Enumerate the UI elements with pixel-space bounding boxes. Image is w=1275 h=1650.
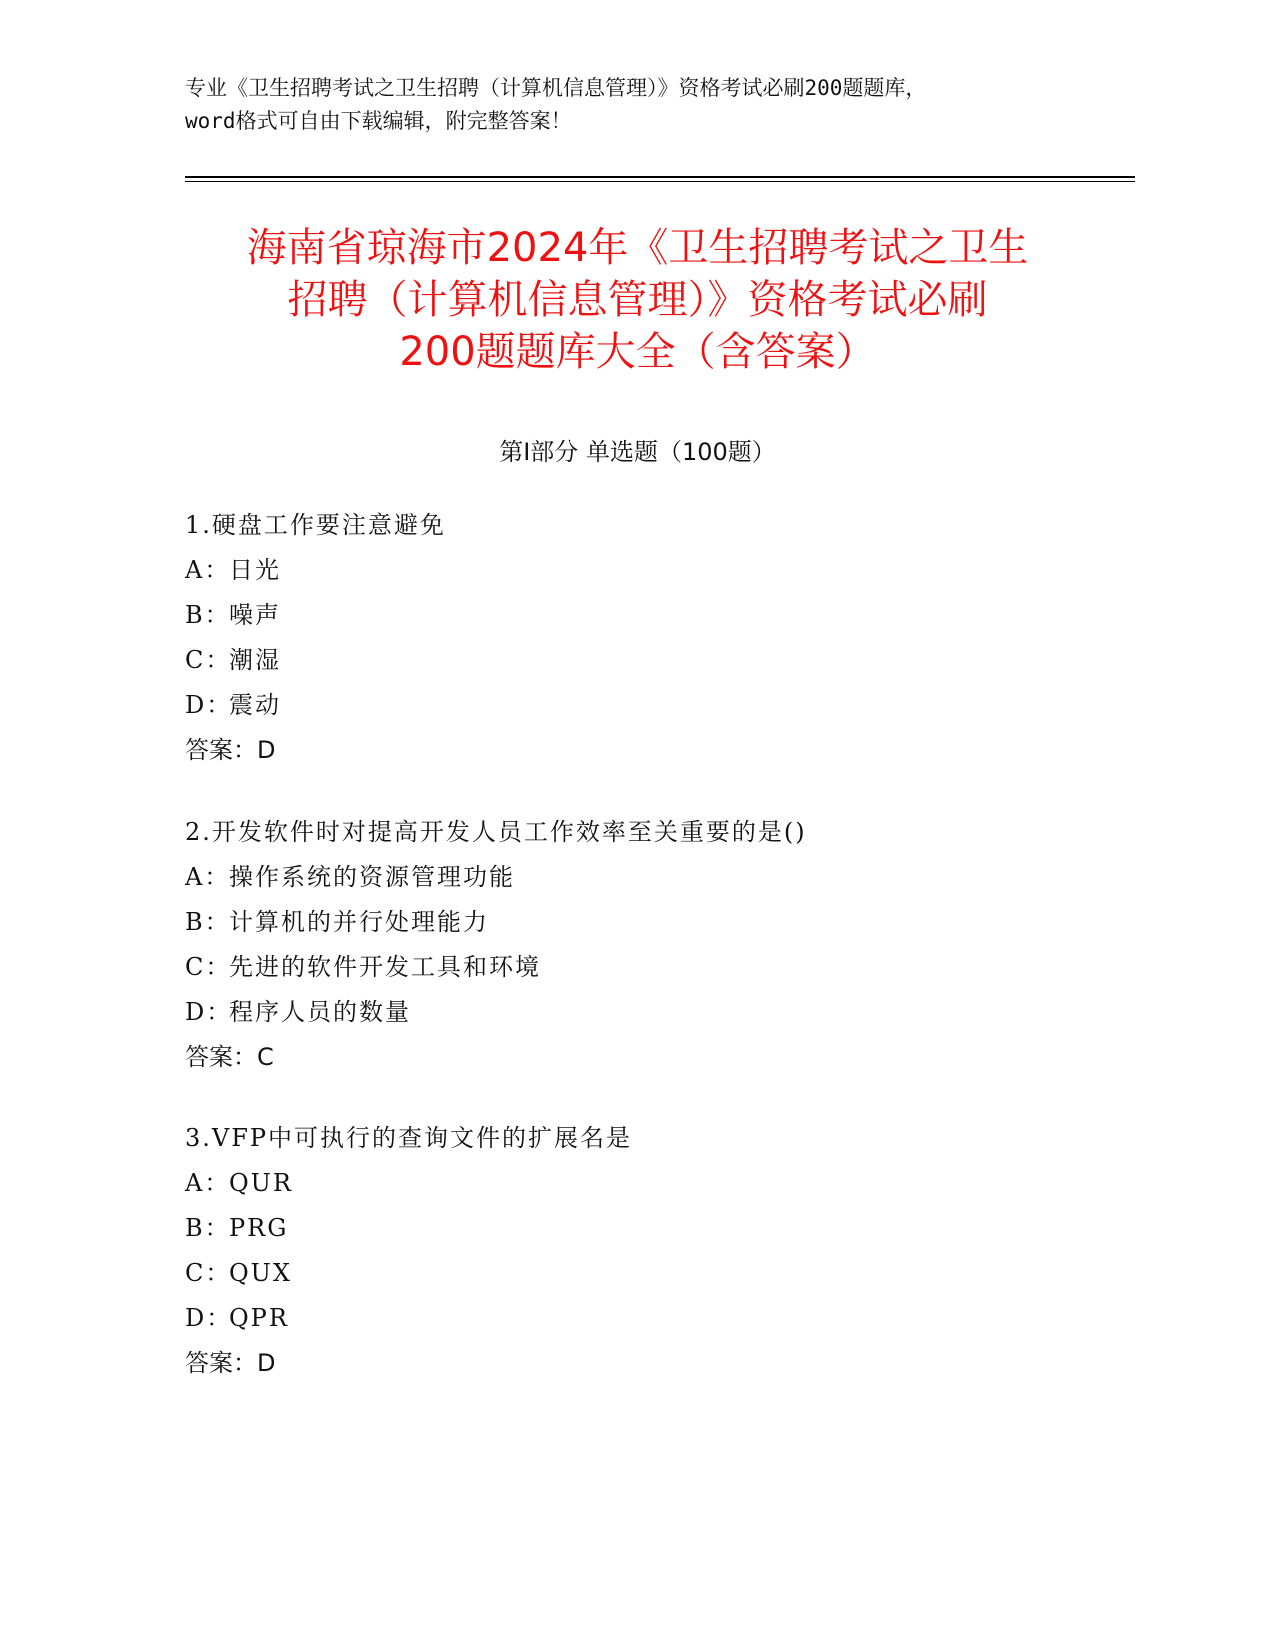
document-title-line-1: 海南省琼海市2024年《卫生招聘考试之卫生 — [246, 225, 1029, 271]
question-option-b — [185, 593, 1085, 638]
question-option-a — [185, 1161, 1085, 1206]
option-key: B： — [185, 1214, 231, 1242]
question-option-d — [185, 990, 1085, 1035]
question-option-c — [185, 945, 1085, 990]
option-text: QPR — [229, 1304, 289, 1332]
header-divider-thick — [185, 176, 1135, 178]
option-key: A： — [185, 1169, 231, 1197]
question-answer: 答案：C — [185, 1043, 274, 1071]
question-option-c — [185, 1251, 1085, 1296]
section-heading: 第Ⅰ部分 单选题（100题） — [499, 438, 776, 466]
option-key: D： — [185, 1304, 233, 1332]
header-note-line-2: word格式可自由下载编辑，附完整答案！ — [185, 109, 572, 133]
header-divider-thin — [185, 181, 1135, 182]
option-text: PRG — [229, 1214, 289, 1242]
option-key: C： — [185, 953, 232, 981]
option-key: A： — [185, 556, 231, 584]
option-key: A： — [185, 863, 231, 891]
question-option-d — [185, 1296, 1085, 1341]
option-text: QUX — [229, 1259, 292, 1287]
option-text: 日光 — [229, 556, 281, 584]
option-key: B： — [185, 908, 231, 936]
question-option-b — [185, 900, 1085, 945]
document-title-line-2: 招聘（计算机信息管理）》资格考试必刷 — [287, 277, 988, 323]
question-option-a — [185, 548, 1085, 593]
option-text: 潮湿 — [229, 646, 281, 674]
question-option-c — [185, 638, 1085, 683]
document-title-line-3: 200题题库大全（含答案） — [399, 329, 876, 375]
option-key: C： — [185, 1259, 232, 1287]
option-key: B： — [185, 601, 231, 629]
question-stem: 2.开发软件时对提高开发人员工作效率至关重要的是() — [185, 818, 807, 846]
option-text: 程序人员的数量 — [229, 998, 411, 1026]
option-key: D： — [185, 998, 233, 1026]
header-note-line-1: 专业《卫生招聘考试之卫生招聘（计算机信息管理）》资格考试必刷200题题库， — [185, 76, 927, 100]
option-key: C： — [185, 646, 232, 674]
question-option-a — [185, 855, 1085, 900]
question-option-d — [185, 683, 1085, 728]
question-block — [185, 810, 1085, 1080]
document-title — [150, 222, 1125, 378]
question-block — [185, 1116, 1085, 1386]
question-block — [185, 503, 1085, 773]
option-text: 震动 — [229, 691, 281, 719]
question-option-b — [185, 1206, 1085, 1251]
option-key: D： — [185, 691, 233, 719]
question-answer: 答案：D — [185, 736, 276, 764]
question-stem: 1.硬盘工作要注意避免 — [185, 511, 446, 539]
question-stem: 3.VFP中可执行的查询文件的扩展名是 — [185, 1124, 633, 1152]
option-text: 先进的软件开发工具和环境 — [229, 953, 541, 981]
option-text: 计算机的并行处理能力 — [229, 908, 489, 936]
header-note — [185, 72, 1105, 138]
question-answer: 答案：D — [185, 1349, 276, 1377]
option-text: 噪声 — [229, 601, 281, 629]
option-text: 操作系统的资源管理功能 — [229, 863, 515, 891]
option-text: QUR — [229, 1169, 293, 1197]
